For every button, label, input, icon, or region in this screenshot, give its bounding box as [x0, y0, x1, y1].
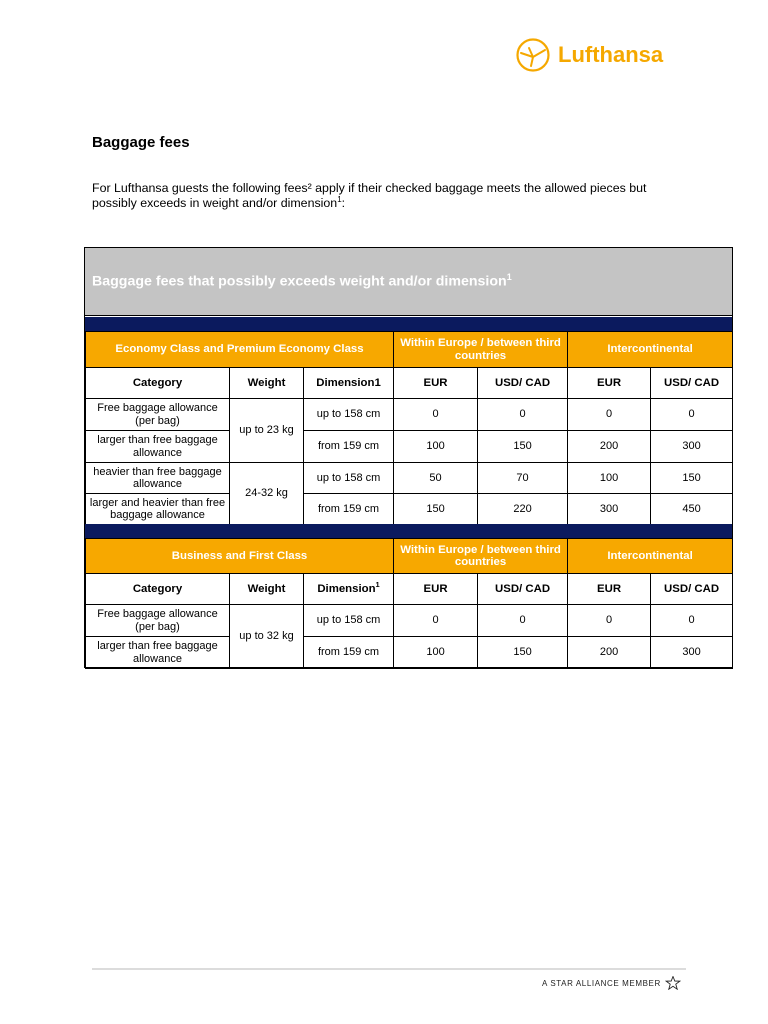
- star-alliance-badge: [542, 976, 681, 990]
- economy-fees-table: [85, 331, 733, 525]
- eur-intercontinental-column-header: EUR: [568, 574, 651, 605]
- economy-class-header-row: [86, 332, 733, 368]
- crane-logo-icon: [516, 38, 550, 72]
- category-cell: larger and heavier than free baggage allowance: [86, 494, 230, 525]
- business-column-header-row: [86, 574, 733, 605]
- eur-intercontinental-cell: 300: [568, 494, 651, 525]
- navy-divider: [85, 524, 732, 538]
- economy-class-title: Economy Class and Premium Economy Class: [86, 332, 394, 368]
- category-cell: heavier than free baggage allowance: [86, 463, 230, 494]
- usd-intercontinental-column-header: USD/ CAD: [651, 574, 733, 605]
- page-title: Baggage fees: [92, 134, 190, 151]
- business-fees-table: [85, 538, 733, 669]
- weight-cell: up to 23 kg: [230, 399, 304, 463]
- business-europe-header: Within Europe / between third countries: [394, 539, 568, 574]
- star-alliance-text: A STAR ALLIANCE MEMBER: [542, 978, 661, 988]
- eur-intercontinental-cell: 200: [568, 431, 651, 463]
- eur-europe-column-header: EUR: [394, 368, 478, 399]
- dimension-cell: from 159 cm: [304, 637, 394, 669]
- usd-intercontinental-cell: 450: [651, 494, 733, 525]
- usd-intercontinental-cell: 150: [651, 463, 733, 494]
- dimension-cell: from 159 cm: [304, 431, 394, 463]
- weight-cell: 24-32 kg: [230, 463, 304, 525]
- eur-intercontinental-column-header: EUR: [568, 368, 651, 399]
- usd-europe-cell: 0: [478, 399, 568, 431]
- economy-europe-header: Within Europe / between third countries: [394, 332, 568, 368]
- star-alliance-icon: [665, 976, 681, 990]
- business-intercontinental-header: Intercontinental: [568, 539, 733, 574]
- dimension-cell: up to 158 cm: [304, 463, 394, 494]
- eur-europe-cell: 0: [394, 399, 478, 431]
- dimension-cell: up to 158 cm: [304, 605, 394, 637]
- eur-europe-cell: 100: [394, 637, 478, 669]
- table-row: [86, 605, 733, 637]
- eur-europe-column-header: EUR: [394, 574, 478, 605]
- dimension-header-text: Dimension: [317, 582, 376, 595]
- eur-europe-cell: 100: [394, 431, 478, 463]
- economy-column-header-row: [86, 368, 733, 399]
- table-row: [86, 399, 733, 431]
- eur-intercontinental-cell: 0: [568, 399, 651, 431]
- navy-divider: [85, 317, 732, 331]
- banner-title-text: Baggage fees that possibly exceeds weight and/or dimension: [92, 273, 507, 290]
- usd-intercontinental-cell: 0: [651, 399, 733, 431]
- usd-intercontinental-cell: 300: [651, 431, 733, 463]
- business-class-title: Business and First Class: [86, 539, 394, 574]
- table-row: [86, 431, 733, 463]
- category-cell: larger than free baggage allowance: [86, 431, 230, 463]
- usd-intercontinental-column-header: USD/ CAD: [651, 368, 733, 399]
- usd-europe-column-header: USD/ CAD: [478, 368, 568, 399]
- category-cell: larger than free baggage allowance: [86, 637, 230, 669]
- eur-intercontinental-cell: 200: [568, 637, 651, 669]
- category-column-header: Category: [86, 574, 230, 605]
- category-column-header: Category: [86, 368, 230, 399]
- table-row: [86, 637, 733, 669]
- footer-divider: [92, 968, 686, 970]
- usd-europe-cell: 150: [478, 431, 568, 463]
- weight-cell: up to 32 kg: [230, 605, 304, 669]
- dimension-footnote-mark: 1: [375, 579, 380, 589]
- weight-column-header: Weight: [230, 574, 304, 605]
- intro-colon: :: [341, 196, 346, 210]
- dimension-cell: from 159 cm: [304, 494, 394, 525]
- intro-text: For Lufthansa guests the following fees² apply if their checked baggage meets the allowed pieces but possibly exceeds in weight and/or dimension: [92, 181, 647, 210]
- fees-table-frame: [84, 247, 733, 668]
- usd-europe-cell: 150: [478, 637, 568, 669]
- economy-intercontinental-header: Intercontinental: [568, 332, 733, 368]
- eur-intercontinental-cell: 100: [568, 463, 651, 494]
- dimension-column-header: Dimension1: [304, 368, 394, 399]
- usd-europe-column-header: USD/ CAD: [478, 574, 568, 605]
- dimension-cell: up to 158 cm: [304, 399, 394, 431]
- eur-europe-cell: 50: [394, 463, 478, 494]
- business-class-header-row: [86, 539, 733, 574]
- table-row: [86, 494, 733, 525]
- table-banner: [85, 248, 732, 316]
- banner-footnote-mark: 1: [506, 272, 512, 282]
- eur-europe-cell: 0: [394, 605, 478, 637]
- logo-wordmark: Lufthansa: [558, 42, 664, 67]
- usd-intercontinental-cell: 0: [651, 605, 733, 637]
- category-cell: Free baggage allowance (per bag): [86, 605, 230, 637]
- table-row: [86, 463, 733, 494]
- usd-europe-cell: 220: [478, 494, 568, 525]
- banner-title: [92, 272, 512, 290]
- eur-intercontinental-cell: 0: [568, 605, 651, 637]
- weight-column-header: Weight: [230, 368, 304, 399]
- usd-europe-cell: 0: [478, 605, 568, 637]
- lufthansa-logo: [516, 38, 663, 72]
- eur-europe-cell: 150: [394, 494, 478, 525]
- category-cell: Free baggage allowance (per bag): [86, 399, 230, 431]
- usd-intercontinental-cell: 300: [651, 637, 733, 669]
- usd-europe-cell: 70: [478, 463, 568, 494]
- intro-paragraph: [92, 181, 692, 211]
- intro-footnote-mark: 1: [337, 194, 342, 204]
- dimension-column-header: [304, 574, 394, 605]
